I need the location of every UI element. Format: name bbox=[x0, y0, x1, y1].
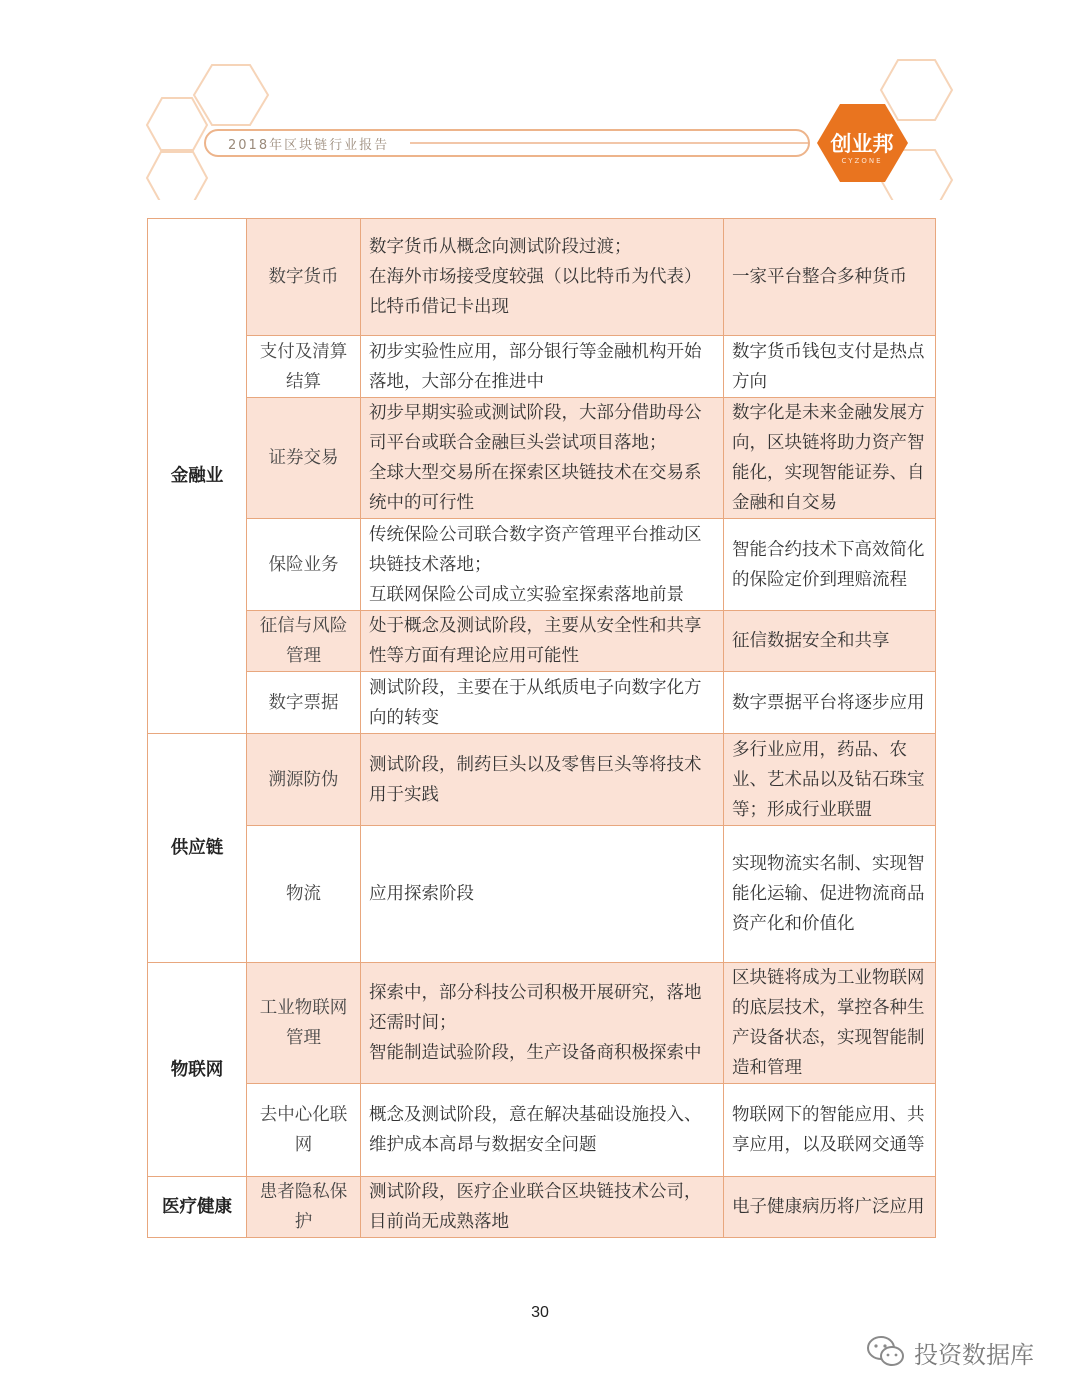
trend-cell: 数字票据平台将逐步应用 bbox=[724, 672, 936, 734]
status-line: 传统保险公司联合数字资产管理平台推动区块链技术落地； bbox=[369, 524, 702, 575]
table-row bbox=[148, 398, 936, 519]
status-line: 处于概念及测试阶段，主要从安全性和共享性等方面有理论应用可能性 bbox=[369, 616, 702, 666]
status-cell bbox=[361, 336, 724, 398]
subcategory-cell: 去中心化联网 bbox=[247, 1084, 361, 1177]
subcategory-cell: 工业物联网管理 bbox=[247, 963, 361, 1084]
status-line: 测试阶段，制药巨头以及零售巨头等将技术用于实践 bbox=[369, 754, 702, 805]
trend-cell: 征信数据安全和共享 bbox=[724, 611, 936, 672]
report-title: 2018年区块链行业报告 bbox=[228, 138, 390, 153]
trend-cell: 物联网下的智能应用、共享应用，以及联网交通等 bbox=[724, 1084, 936, 1177]
status-cell bbox=[361, 1084, 724, 1177]
table-row bbox=[148, 734, 936, 826]
status-cell bbox=[361, 734, 724, 826]
subcategory-cell: 数字票据 bbox=[247, 672, 361, 734]
status-line: 概念及测试阶段，意在解决基础设施投入、维护成本高昂与数据安全问题 bbox=[369, 1105, 702, 1155]
subcategory-cell: 物流 bbox=[247, 826, 361, 963]
status-cell bbox=[361, 219, 724, 336]
trend-cell: 多行业应用，药品、农业、艺术品以及钻石珠宝等；形成行业联盟 bbox=[724, 734, 936, 826]
status-line: 互联网保险公司成立实验室探索落地前景 bbox=[369, 584, 684, 605]
table-row bbox=[148, 519, 936, 611]
status-cell bbox=[361, 519, 724, 611]
subcategory-cell: 支付及清算结算 bbox=[247, 336, 361, 398]
table-row bbox=[148, 219, 936, 336]
trend-cell: 智能合约技术下高效简化的保险定价到理赔流程 bbox=[724, 519, 936, 611]
table-row bbox=[148, 1177, 936, 1238]
status-line: 初步实验性应用，部分银行等金融机构开始落地，大部分在推进中 bbox=[369, 341, 702, 392]
table-row bbox=[148, 672, 936, 734]
status-line: 测试阶段，医疗企业联合区块链技术公司，目前尚无成熟落地 bbox=[369, 1182, 702, 1232]
brand-logo-sub: CYZONE bbox=[841, 157, 883, 165]
subcategory-cell: 溯源防伪 bbox=[247, 734, 361, 826]
status-line: 比特币借记卡出现 bbox=[369, 297, 509, 317]
watermark-text: 投资数据库 bbox=[914, 1340, 1034, 1369]
status-line: 全球大型交易所在探索区块链技术在交易系统中的可行性 bbox=[369, 463, 702, 513]
header-decoration bbox=[0, 0, 1080, 200]
watermark bbox=[866, 1332, 1034, 1372]
wechat-icon bbox=[866, 1335, 906, 1369]
page-number: 30 bbox=[531, 1304, 549, 1321]
status-cell bbox=[361, 398, 724, 519]
brand-logo: 创业邦 bbox=[830, 132, 894, 156]
trend-cell: 一家平台整合多种货币 bbox=[724, 219, 936, 336]
status-cell bbox=[361, 826, 724, 963]
status-cell bbox=[361, 963, 724, 1084]
table-row bbox=[148, 336, 936, 398]
status-line: 测试阶段，主要在于从纸质电子向数字化方向的转变 bbox=[369, 677, 702, 728]
table-row bbox=[148, 1084, 936, 1177]
status-cell bbox=[361, 672, 724, 734]
subcategory-cell: 保险业务 bbox=[247, 519, 361, 611]
trend-cell: 电子健康病历将广泛应用 bbox=[724, 1177, 936, 1238]
category-cell: 供应链 bbox=[148, 734, 247, 963]
status-line: 探索中，部分科技公司积极开展研究，落地还需时间； bbox=[369, 983, 702, 1033]
subcategory-cell: 数字货币 bbox=[247, 219, 361, 336]
category-cell: 医疗健康 bbox=[148, 1177, 247, 1238]
category-cell: 金融业 bbox=[148, 219, 247, 734]
status-cell bbox=[361, 611, 724, 672]
subcategory-cell: 患者隐私保护 bbox=[247, 1177, 361, 1238]
table-row bbox=[148, 826, 936, 963]
subcategory-cell: 征信与风险管理 bbox=[247, 611, 361, 672]
status-cell bbox=[361, 1177, 724, 1238]
table-row bbox=[148, 963, 936, 1084]
status-line: 数字货币从概念向测试阶段过渡； bbox=[369, 237, 632, 257]
status-line: 初步早期实验或测试阶段，大部分借助母公司平台或联合金融巨头尝试项目落地； bbox=[369, 403, 702, 453]
category-cell: 物联网 bbox=[148, 963, 247, 1177]
trend-cell: 数字货币钱包支付是热点方向 bbox=[724, 336, 936, 398]
table-row bbox=[148, 611, 936, 672]
trend-cell: 区块链将成为工业物联网的底层技术，掌控各种生产设备状态，实现智能制造和管理 bbox=[724, 963, 936, 1084]
status-line: 在海外市场接受度较强（以比特币为代表） bbox=[369, 267, 702, 287]
subcategory-cell: 证券交易 bbox=[247, 398, 361, 519]
trend-cell: 数字化是未来金融发展方向，区块链将助力资产智能化，实现智能证券、自金融和自交易 bbox=[724, 398, 936, 519]
blockchain-application-table bbox=[147, 218, 936, 1238]
status-line: 应用探索阶段 bbox=[369, 884, 474, 904]
trend-cell: 实现物流实名制、实现智能化运输、促进物流商品资产化和价值化 bbox=[724, 826, 936, 963]
status-line: 智能制造试验阶段，生产设备商积极探索中 bbox=[369, 1043, 702, 1063]
